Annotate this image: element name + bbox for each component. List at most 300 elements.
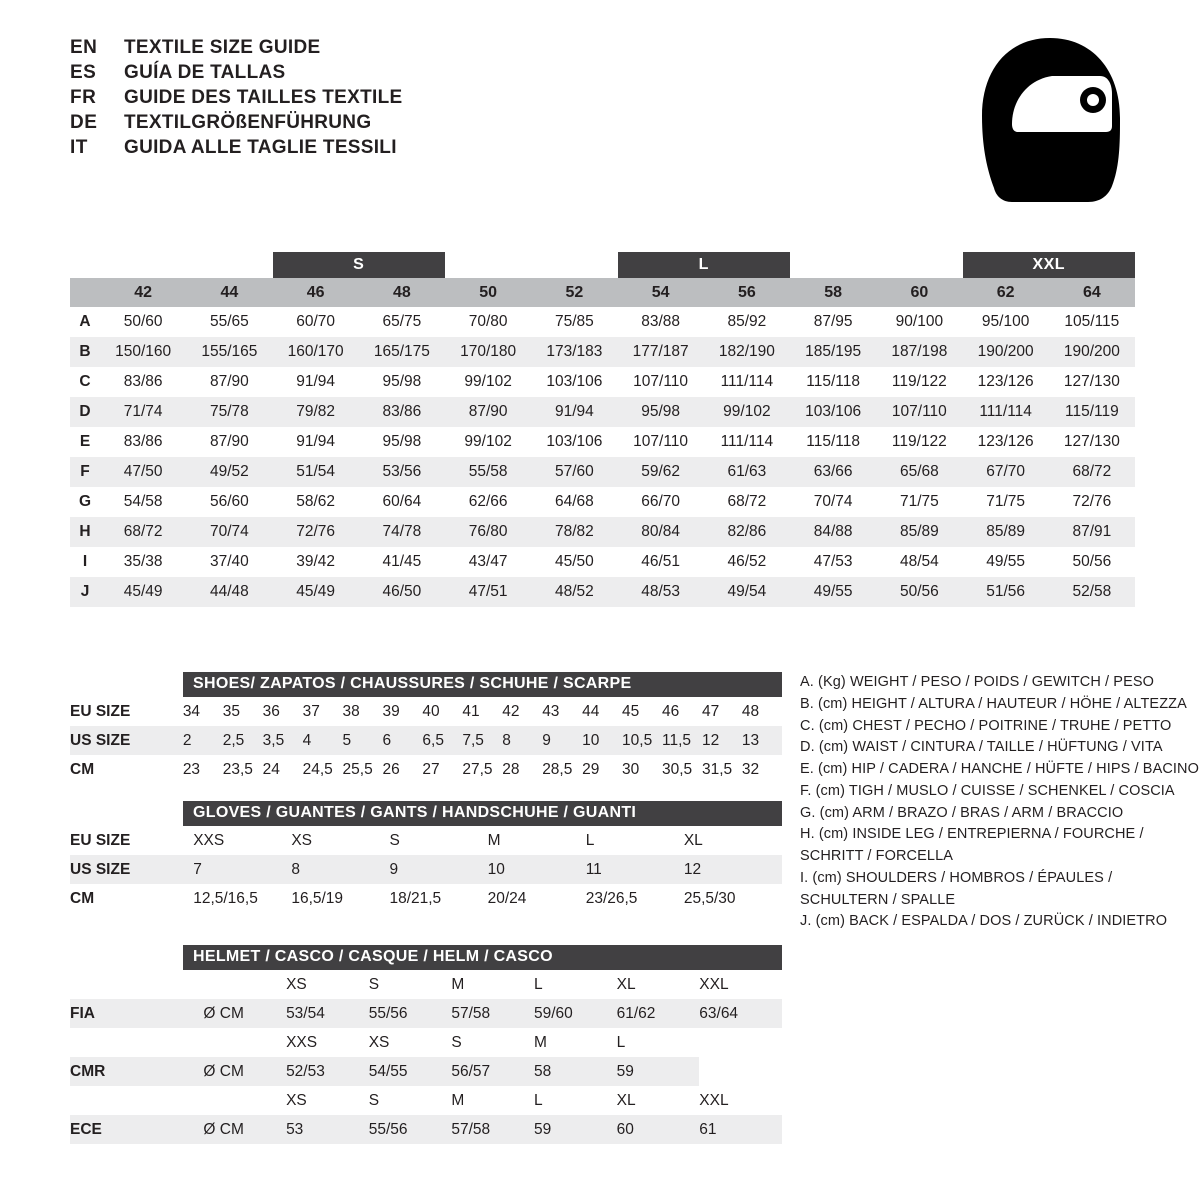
measure-cell: 111/114 (704, 427, 790, 457)
measure-cell: 160/170 (273, 337, 359, 367)
measure-cell: 79/82 (273, 397, 359, 427)
size-cell: 8 (291, 855, 389, 884)
helmet-unit-label: Ø CM (203, 1057, 286, 1086)
size-cell: 27 (422, 755, 462, 784)
row-label-eu-size: EU SIZE (70, 697, 183, 726)
measure-cell: 58/62 (273, 487, 359, 517)
size-band-m: M (524, 256, 539, 273)
measure-cell: 70/80 (445, 307, 531, 337)
measure-cell: 45/49 (100, 577, 186, 607)
measure-cell: 123/126 (963, 427, 1049, 457)
legend-line-g: G. (cm) ARM / BRAZO / BRAS / ARM / BRACCIO (800, 804, 1124, 821)
legend-line-c: C. (cm) CHEST / PECHO / POITRINE / TRUHE / PETTO (800, 717, 1172, 734)
measure-cell: 85/89 (876, 517, 962, 547)
size-cell: 25,5 (343, 755, 383, 784)
measure-cell: 83/86 (359, 397, 445, 427)
table-row (70, 826, 782, 855)
measure-cell: 68/72 (704, 487, 790, 517)
legend-line-h: H. (cm) INSIDE LEG / ENTREPIERNA / FOURCHE / (800, 826, 1144, 843)
helmet-size-label: M (451, 1086, 534, 1115)
helmet-header-spacer (70, 1028, 203, 1057)
size-cell: 28 (502, 755, 542, 784)
size-number-62: 62 (963, 278, 1049, 307)
measure-cell: 115/119 (1049, 397, 1135, 427)
helmet-size-cell: 56/57 (451, 1057, 534, 1086)
size-cell: XL (684, 826, 782, 855)
measure-cell: 95/98 (359, 367, 445, 397)
size-cell: 30 (622, 755, 662, 784)
measure-cell: 37/40 (186, 547, 272, 577)
title-text-fr: GUIDE DES TAILLES TEXTILE (124, 87, 403, 108)
measure-cell: 60/64 (359, 487, 445, 517)
measure-cell: 111/114 (963, 397, 1049, 427)
textile-size-table (70, 252, 1135, 607)
measure-cell: 70/74 (790, 487, 876, 517)
size-cell: 46 (662, 697, 702, 726)
size-number-54: 54 (618, 278, 704, 307)
helmet-size-label: XS (286, 970, 369, 999)
size-cell: 23/26,5 (586, 884, 684, 913)
measure-cell: 48/52 (531, 577, 617, 607)
measure-cell: 70/74 (186, 517, 272, 547)
measure-cell: 107/110 (618, 427, 704, 457)
legend-line-f: F. (cm) TIGH / MUSLO / CUISSE / SCHENKEL / COSCIA (800, 782, 1175, 799)
size-cell: 42 (502, 697, 542, 726)
measure-cell: 66/70 (618, 487, 704, 517)
size-cell: 20/24 (488, 884, 586, 913)
measure-cell: 48/54 (876, 547, 962, 577)
legend-line-e: E. (cm) HIP / CADERA / HANCHE / HÜFTE / HIPS / BACINO (800, 761, 1200, 777)
size-cell: 37 (303, 697, 343, 726)
size-cell: 10 (582, 726, 622, 755)
helmet-size-label: S (369, 1086, 452, 1115)
measure-cell: 127/130 (1049, 427, 1135, 457)
helmet-size-label: XXL (699, 1086, 782, 1115)
size-number-60: 60 (876, 278, 962, 307)
helmet-size-cell: 55/56 (369, 1115, 452, 1144)
size-cell: 30,5 (662, 755, 702, 784)
table-row (70, 307, 1135, 337)
measure-cell: 87/90 (445, 397, 531, 427)
measure-cell: 65/68 (876, 457, 962, 487)
table-row (70, 726, 782, 755)
measure-cell: 87/91 (1049, 517, 1135, 547)
helmet-size-label: M (451, 970, 534, 999)
measure-cell: 62/66 (445, 487, 531, 517)
measure-cell: 95/98 (618, 397, 704, 427)
measure-cell: 49/54 (704, 577, 790, 607)
size-cell: 12 (702, 726, 742, 755)
measure-cell: 68/72 (100, 517, 186, 547)
row-label-us-size: US SIZE (70, 855, 193, 884)
helmet-header-spacer (70, 970, 203, 999)
size-band-l: L (618, 252, 791, 278)
size-cell: 3,5 (263, 726, 303, 755)
measure-cell: 76/80 (445, 517, 531, 547)
table-row (70, 1057, 782, 1086)
measure-cell: 91/94 (531, 397, 617, 427)
size-cell: 6 (383, 726, 423, 755)
measure-label-f: F (70, 457, 100, 487)
legend-line-b: B. (cm) HEIGHT / ALTURA / HAUTEUR / HÖHE / ALTEZZA (800, 695, 1187, 712)
measure-cell: 85/92 (704, 307, 790, 337)
title-text-it: GUIDA ALLE TAGLIE TESSILI (124, 137, 397, 158)
helmet-unit-label: Ø CM (203, 1115, 286, 1144)
measure-cell: 71/75 (876, 487, 962, 517)
helmet-size-label: M (534, 1028, 617, 1057)
measure-cell: 123/126 (963, 367, 1049, 397)
measure-cell: 63/66 (790, 457, 876, 487)
measure-cell: 119/122 (876, 367, 962, 397)
helmet-section (70, 945, 782, 1144)
measure-cell: 44/48 (186, 577, 272, 607)
measure-cell: 60/70 (273, 307, 359, 337)
table-row (70, 697, 782, 726)
measure-cell: 91/94 (273, 367, 359, 397)
measure-cell: 54/58 (100, 487, 186, 517)
measure-cell: 115/118 (790, 367, 876, 397)
measure-cell: 165/175 (359, 337, 445, 367)
measure-cell: 190/200 (1049, 337, 1135, 367)
measure-cell: 83/86 (100, 367, 186, 397)
measure-cell: 50/56 (876, 577, 962, 607)
helmet-size-label: S (369, 970, 452, 999)
size-cell: M (488, 826, 586, 855)
size-cell: 38 (343, 697, 383, 726)
measure-cell: 49/55 (963, 547, 1049, 577)
size-number-64: 64 (1049, 278, 1135, 307)
helmet-standard-cmr: CMR (70, 1057, 203, 1086)
size-cell: 9 (389, 855, 487, 884)
measure-cell: 72/76 (273, 517, 359, 547)
size-cell: 35 (223, 697, 263, 726)
size-cell: 26 (383, 755, 423, 784)
measure-label-b: B (70, 337, 100, 367)
size-cell: XS (291, 826, 389, 855)
measure-cell: 47/51 (445, 577, 531, 607)
measure-cell: 65/75 (359, 307, 445, 337)
size-cell: 18/21,5 (389, 884, 487, 913)
helmet-unit-label: Ø CM (203, 999, 286, 1028)
size-number-56: 56 (704, 278, 790, 307)
size-cell: 31,5 (702, 755, 742, 784)
helmet-size-label: XL (617, 1086, 700, 1115)
helmet-unit-spacer (203, 1028, 286, 1057)
measure-cell: 90/100 (876, 307, 962, 337)
measure-cell: 111/114 (704, 367, 790, 397)
row-label-us-size: US SIZE (70, 726, 183, 755)
size-cell: 27,5 (462, 755, 502, 784)
measure-cell: 107/110 (876, 397, 962, 427)
size-cell: 24 (263, 755, 303, 784)
measure-cell: 173/183 (531, 337, 617, 367)
measure-cell: 50/60 (100, 307, 186, 337)
measure-label-c: C (70, 367, 100, 397)
measure-cell: 57/60 (531, 457, 617, 487)
measure-cell: 83/88 (618, 307, 704, 337)
measure-cell: 52/58 (1049, 577, 1135, 607)
size-number-spacer (70, 278, 100, 307)
measure-cell: 67/70 (963, 457, 1049, 487)
size-number-44: 44 (186, 278, 272, 307)
helmet-size-label: XS (369, 1028, 452, 1057)
helmet-size-cell: 61/62 (617, 999, 700, 1028)
measure-cell: 187/198 (876, 337, 962, 367)
helmet-size-label: XXL (699, 970, 782, 999)
measure-label-e: E (70, 427, 100, 457)
measure-cell: 64/68 (531, 487, 617, 517)
measurement-legend (800, 672, 1200, 933)
size-cell: 16,5/19 (291, 884, 389, 913)
measure-cell: 55/58 (445, 457, 531, 487)
measure-label-i: I (70, 547, 100, 577)
table-row (70, 755, 782, 784)
row-label-cm: CM (70, 755, 183, 784)
size-cell: 4 (303, 726, 343, 755)
size-cell: 41 (462, 697, 502, 726)
measure-cell: 103/106 (790, 397, 876, 427)
measure-cell: 45/49 (273, 577, 359, 607)
shoes-section (70, 672, 782, 784)
measure-cell: 103/106 (531, 427, 617, 457)
measure-cell: 72/76 (1049, 487, 1135, 517)
measure-cell: 59/62 (618, 457, 704, 487)
shoes-table (70, 697, 782, 784)
helmet-size-cell: 61 (699, 1115, 782, 1144)
size-band-row (70, 252, 1135, 278)
measure-label-a: A (70, 307, 100, 337)
measure-cell: 85/89 (963, 517, 1049, 547)
size-cell: 12 (684, 855, 782, 884)
legend-line-j: J. (cm) BACK / ESPALDA / DOS / ZURÜCK / INDIETRO (800, 913, 1168, 930)
size-number-46: 46 (273, 278, 359, 307)
size-cell: 25,5/30 (684, 884, 782, 913)
helmet-size-cell: 63/64 (699, 999, 782, 1028)
measure-cell: 87/90 (186, 367, 272, 397)
measure-cell: 46/51 (618, 547, 704, 577)
size-cell: 12,5/16,5 (193, 884, 291, 913)
measure-cell: 91/94 (273, 427, 359, 457)
helmet-size-cell: 59 (534, 1115, 617, 1144)
table-row (70, 1115, 782, 1144)
measure-cell: 103/106 (531, 367, 617, 397)
size-cell: 24,5 (303, 755, 343, 784)
helmet-size-cell: 57/58 (451, 1115, 534, 1144)
measure-cell: 177/187 (618, 337, 704, 367)
measure-cell: 71/75 (963, 487, 1049, 517)
table-row (70, 367, 1135, 397)
table-row (70, 427, 1135, 457)
measure-cell: 47/53 (790, 547, 876, 577)
legend-line-a: A. (Kg) WEIGHT / PESO / POIDS / GEWITCH / PESO (800, 674, 1154, 690)
size-cell: 47 (702, 697, 742, 726)
measure-cell: 119/122 (876, 427, 962, 457)
measure-cell: 49/55 (790, 577, 876, 607)
table-row (70, 855, 782, 884)
measure-cell: 75/85 (531, 307, 617, 337)
size-cell: 6,5 (422, 726, 462, 755)
helmet-size-cell: 59 (617, 1057, 700, 1086)
measure-cell: 127/130 (1049, 367, 1135, 397)
size-number-58: 58 (790, 278, 876, 307)
measure-cell: 61/63 (704, 457, 790, 487)
helmet-size-cell: 60 (617, 1115, 700, 1144)
size-band-xl: XL (865, 256, 887, 273)
helmet-icon (960, 30, 1140, 210)
table-row (70, 337, 1135, 367)
measure-cell: 55/65 (186, 307, 272, 337)
size-band-s: S (273, 252, 446, 278)
row-label-eu-size: EU SIZE (70, 826, 193, 855)
size-cell: 29 (582, 755, 622, 784)
helmet-size-cell: 58 (534, 1057, 617, 1086)
helmet-size-label: XS (286, 1086, 369, 1115)
legend-line-d: D. (cm) WAIST / CINTURA / TAILLE / HÜFTUNG / VITA (800, 739, 1163, 756)
size-cell: 9 (542, 726, 582, 755)
size-cell: 36 (263, 697, 303, 726)
legend-line-i: I. (cm) SHOULDERS / HOMBROS / ÉPAULES / (800, 869, 1113, 886)
size-cell: 43 (542, 697, 582, 726)
table-row (70, 547, 1135, 577)
size-cell: 23 (183, 755, 223, 784)
helmet-header-spacer (70, 1086, 203, 1115)
size-band-xxl: XXL (963, 252, 1136, 278)
size-cell: 11,5 (662, 726, 702, 755)
measure-cell: 95/100 (963, 307, 1049, 337)
helmet-size-cell: 54/55 (369, 1057, 452, 1086)
measure-cell: 75/78 (186, 397, 272, 427)
shoes-section-title: SHOES/ ZAPATOS / CHAUSSURES / SCHUHE / SCARPE (183, 672, 782, 697)
size-cell: 45 (622, 697, 662, 726)
title-text-de: TEXTILGRÖßENFÜHRUNG (124, 112, 372, 133)
measure-cell: 46/50 (359, 577, 445, 607)
measure-cell: 45/50 (531, 547, 617, 577)
size-cell: 34 (183, 697, 223, 726)
helmet-size-label: L (534, 1086, 617, 1115)
measure-cell: 87/95 (790, 307, 876, 337)
helmet-size-label: L (534, 970, 617, 999)
helmet-size-cell: 55/56 (369, 999, 452, 1028)
helmet-table (70, 970, 782, 1144)
helmet-size-label: XL (617, 970, 700, 999)
measure-cell: 105/115 (1049, 307, 1135, 337)
language-code-en: EN (70, 37, 98, 58)
gloves-section-title: GLOVES / GUANTES / GANTS / HANDSCHUHE / GUANTI (183, 801, 782, 826)
size-number-42: 42 (100, 278, 186, 307)
measure-cell: 170/180 (445, 337, 531, 367)
table-row (70, 487, 1135, 517)
size-cell: 28,5 (542, 755, 582, 784)
size-cell: 8 (502, 726, 542, 755)
measure-cell: 80/84 (618, 517, 704, 547)
measure-cell: 82/86 (704, 517, 790, 547)
size-cell: 13 (742, 726, 782, 755)
table-row (70, 517, 1135, 547)
table-row (70, 397, 1135, 427)
size-number-48: 48 (359, 278, 445, 307)
header-line-en (70, 38, 770, 57)
helmet-size-cell: 59/60 (534, 999, 617, 1028)
measure-cell: 48/53 (618, 577, 704, 607)
legend-line-i-cont: SCHULTERN / SPALLE (800, 891, 956, 908)
size-cell: 2 (183, 726, 223, 755)
size-cell: XXS (193, 826, 291, 855)
measure-cell: 95/98 (359, 427, 445, 457)
measure-cell: 35/38 (100, 547, 186, 577)
measure-cell: 43/47 (445, 547, 531, 577)
band-spacer (70, 252, 100, 278)
helmet-section-title: HELMET / CASCO / CASQUE / HELM / CASCO (183, 945, 782, 970)
measure-cell: 50/56 (1049, 547, 1135, 577)
title-text-es: GUÍA DE TALLAS (124, 62, 286, 83)
size-number-52: 52 (531, 278, 617, 307)
language-code-fr: FR (70, 87, 97, 108)
table-row (70, 884, 782, 913)
measure-cell: 107/110 (618, 367, 704, 397)
measure-cell: 51/56 (963, 577, 1049, 607)
size-cell: 48 (742, 697, 782, 726)
size-cell: 2,5 (223, 726, 263, 755)
helmet-standard-fia: FIA (70, 999, 203, 1028)
size-cell: 7,5 (462, 726, 502, 755)
measure-cell: 87/90 (186, 427, 272, 457)
helmet-unit-spacer (203, 1086, 286, 1115)
table-row (70, 999, 782, 1028)
gloves-section (70, 801, 782, 913)
measure-label-h: H (70, 517, 100, 547)
helmet-unit-spacer (203, 970, 286, 999)
measure-cell: 182/190 (704, 337, 790, 367)
measure-cell: 51/54 (273, 457, 359, 487)
measure-cell: 185/195 (790, 337, 876, 367)
measure-cell: 99/102 (445, 367, 531, 397)
size-number-50: 50 (445, 278, 531, 307)
size-cell: 39 (383, 697, 423, 726)
size-cell: 10 (488, 855, 586, 884)
measure-label-d: D (70, 397, 100, 427)
size-cell: 5 (343, 726, 383, 755)
measure-cell: 99/102 (445, 427, 531, 457)
measure-cell: 68/72 (1049, 457, 1135, 487)
size-cell: 7 (193, 855, 291, 884)
measure-label-g: G (70, 487, 100, 517)
helmet-size-cell: 53 (286, 1115, 369, 1144)
table-row (70, 457, 1135, 487)
helmet-size-cell: 57/58 (451, 999, 534, 1028)
helmet-size-label: L (617, 1028, 700, 1057)
size-cell: 44 (582, 697, 622, 726)
language-code-it: IT (70, 137, 88, 158)
measure-cell: 56/60 (186, 487, 272, 517)
row-label-cm: CM (70, 884, 193, 913)
size-cell: 10,5 (622, 726, 662, 755)
title-text-en: TEXTILE SIZE GUIDE (124, 37, 321, 58)
size-cell: 11 (586, 855, 684, 884)
measure-cell: 99/102 (704, 397, 790, 427)
measure-cell: 46/52 (704, 547, 790, 577)
measure-cell: 71/74 (100, 397, 186, 427)
legend-line-h-cont: SCHRITT / FORCELLA (800, 848, 954, 864)
measure-cell: 190/200 (963, 337, 1049, 367)
helmet-size-cell: 53/54 (286, 999, 369, 1028)
measure-cell: 49/52 (186, 457, 272, 487)
helmet-size-label: S (451, 1028, 534, 1057)
measure-cell: 115/118 (790, 427, 876, 457)
page-title (70, 38, 770, 163)
table-row (70, 577, 1135, 607)
header-line-de (70, 113, 770, 132)
helmet-size-header-row (70, 970, 782, 999)
